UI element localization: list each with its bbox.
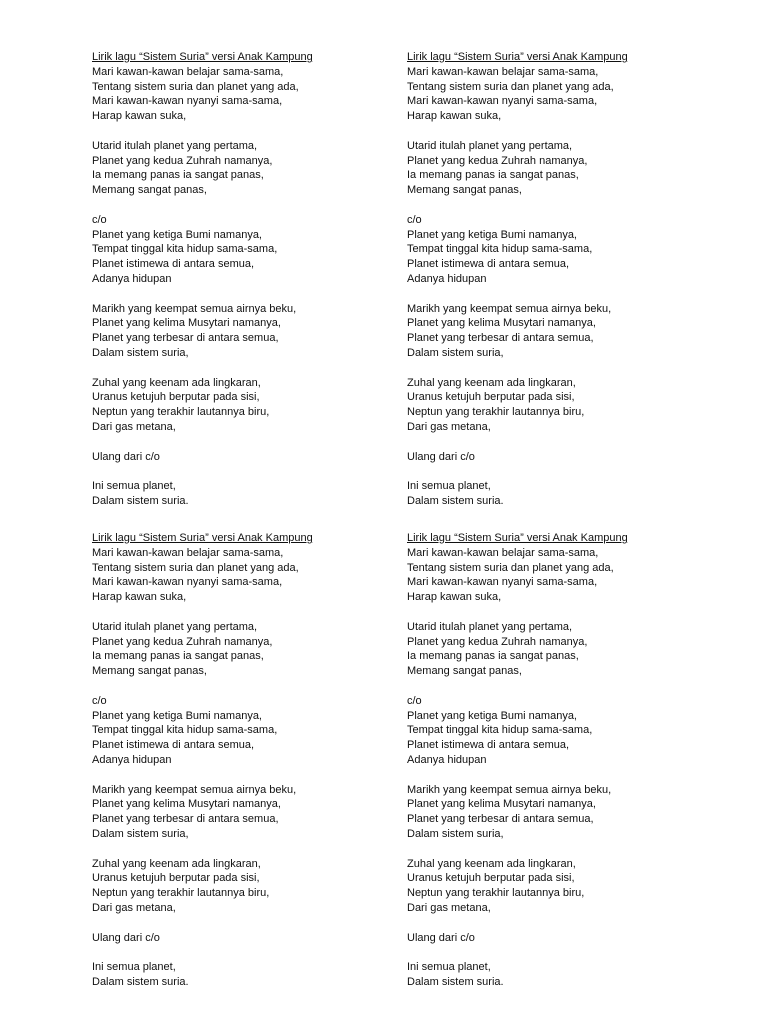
lyric-line: Memang sangat panas, — [92, 665, 207, 678]
lyric-line: Neptun yang terakhir lautannya biru, — [92, 887, 270, 900]
lyric-line: Utarid itulah planet yang pertama, — [407, 139, 573, 152]
lyric-line: Tempat tinggal kita hidup sama-sama, — [92, 243, 278, 256]
lyric-line: Tentang sistem suria dan planet yang ada, — [407, 80, 614, 93]
lyric-line: Dalam sistem suria. — [92, 975, 189, 988]
lyric-line: Planet yang ketiga Bumi namanya, — [92, 228, 262, 241]
lyrics-stanza — [92, 694, 422, 768]
lyrics-copy-bottom-left — [92, 531, 422, 990]
lyric-line: Utarid itulah planet yang pertama, — [407, 620, 573, 633]
lyric-line: Mari kawan-kawan nyanyi sama-sama, — [407, 576, 598, 589]
lyric-line: Dari gas metana, — [92, 901, 176, 914]
lyric-line: Adanya hidupan — [92, 753, 172, 766]
lyric-line: Ulang dari c/o — [92, 931, 160, 944]
lyrics-stanza — [92, 376, 422, 435]
lyrics-stanza — [92, 960, 422, 990]
lyrics-copy-top-right — [407, 50, 737, 509]
lyric-line: Dalam sistem suria. — [407, 975, 504, 988]
lyrics-stanza — [92, 302, 422, 361]
lyric-line: Mari kawan-kawan nyanyi sama-sama, — [92, 576, 283, 589]
lyric-line: Tempat tinggal kita hidup sama-sama, — [407, 724, 593, 737]
lyric-line: c/o — [92, 694, 107, 707]
lyric-line: Ini semua planet, — [92, 961, 176, 974]
lyric-line: Ia memang panas ia sangat panas, — [407, 169, 579, 182]
lyric-line: Adanya hidupan — [407, 753, 487, 766]
lyric-line: Zuhal yang keenam ada lingkaran, — [92, 857, 261, 870]
lyric-line: Mari kawan-kawan belajar sama-sama, — [407, 65, 599, 78]
lyric-line: Dalam sistem suria, — [92, 346, 189, 359]
lyrics-stanza — [407, 960, 737, 990]
lyric-line: Ia memang panas ia sangat panas, — [92, 650, 264, 663]
lyrics-stanza — [407, 857, 737, 916]
lyric-line: Mari kawan-kawan belajar sama-sama, — [407, 546, 599, 559]
lyrics-stanza — [407, 546, 737, 605]
song-title: Lirik lagu “Sistem Suria” versi Anak Kampung — [407, 532, 628, 544]
lyric-line: Planet yang ketiga Bumi namanya, — [92, 709, 262, 722]
lyric-line: Dalam sistem suria. — [407, 494, 504, 507]
lyric-line: c/o — [92, 213, 107, 226]
lyric-line: Mari kawan-kawan belajar sama-sama, — [92, 65, 284, 78]
lyric-line: Uranus ketujuh berputar pada sisi, — [407, 391, 575, 404]
lyrics-stanza — [92, 450, 422, 465]
lyric-line: Planet yang terbesar di antara semua, — [92, 813, 279, 826]
lyrics-stanza — [407, 783, 737, 842]
lyric-line: c/o — [407, 694, 422, 707]
lyric-line: Planet yang kedua Zuhrah namanya, — [407, 154, 588, 167]
lyrics-stanza — [407, 213, 737, 287]
song-title: Lirik lagu “Sistem Suria” versi Anak Kampung — [92, 51, 313, 63]
lyric-line: Neptun yang terakhir lautannya biru, — [407, 887, 585, 900]
lyrics-stanza — [92, 857, 422, 916]
lyric-line: Mari kawan-kawan nyanyi sama-sama, — [92, 95, 283, 108]
lyric-line: Harap kawan suka, — [407, 591, 502, 604]
lyric-line: Utarid itulah planet yang pertama, — [92, 139, 258, 152]
lyric-line: Planet yang kedua Zuhrah namanya, — [92, 154, 273, 167]
lyric-line: Uranus ketujuh berputar pada sisi, — [92, 391, 260, 404]
lyric-line: Planet yang terbesar di antara semua, — [92, 332, 279, 345]
lyrics-stanza — [407, 479, 737, 509]
lyric-line: Planet yang terbesar di antara semua, — [407, 813, 594, 826]
lyric-line: Zuhal yang keenam ada lingkaran, — [92, 376, 261, 389]
lyrics-stanza — [407, 620, 737, 679]
lyrics-stanza — [92, 931, 422, 946]
lyric-line: Memang sangat panas, — [92, 184, 207, 197]
lyric-line: Ini semua planet, — [407, 961, 491, 974]
lyric-line: Dalam sistem suria, — [407, 346, 504, 359]
lyric-line: Planet istimewa di antara semua, — [407, 739, 570, 752]
lyric-line: Mari kawan-kawan belajar sama-sama, — [92, 546, 284, 559]
lyric-line: Tentang sistem suria dan planet yang ada, — [92, 561, 299, 574]
lyrics-stanza — [407, 931, 737, 946]
lyric-line: Ini semua planet, — [92, 480, 176, 493]
lyric-line: Planet istimewa di antara semua, — [92, 739, 255, 752]
lyric-line: Dalam sistem suria, — [92, 827, 189, 840]
lyric-line: Memang sangat panas, — [407, 665, 522, 678]
lyric-line: Ia memang panas ia sangat panas, — [92, 169, 264, 182]
lyric-line: Dalam sistem suria. — [92, 494, 189, 507]
lyric-line: Ulang dari c/o — [92, 450, 160, 463]
lyric-line: Planet istimewa di antara semua, — [407, 258, 570, 271]
lyric-line: Neptun yang terakhir lautannya biru, — [407, 406, 585, 419]
lyrics-copy-top-left — [92, 50, 422, 509]
lyric-line: Tempat tinggal kita hidup sama-sama, — [92, 724, 278, 737]
lyric-line: Ini semua planet, — [407, 480, 491, 493]
lyric-line: Zuhal yang keenam ada lingkaran, — [407, 857, 576, 870]
lyric-line: Dalam sistem suria, — [407, 827, 504, 840]
lyric-line: Dari gas metana, — [407, 420, 491, 433]
lyric-line: c/o — [407, 213, 422, 226]
lyrics-stanza — [407, 450, 737, 465]
lyric-line: Memang sangat panas, — [407, 184, 522, 197]
lyric-line: Planet yang kedua Zuhrah namanya, — [92, 635, 273, 648]
lyric-line: Dari gas metana, — [407, 901, 491, 914]
lyric-line: Tempat tinggal kita hidup sama-sama, — [407, 243, 593, 256]
song-title: Lirik lagu “Sistem Suria” versi Anak Kampung — [92, 532, 313, 544]
lyrics-stanza — [92, 479, 422, 509]
lyrics-stanza — [92, 139, 422, 198]
lyric-line: Ulang dari c/o — [407, 450, 475, 463]
lyric-line: Marikh yang keempat semua airnya beku, — [92, 302, 297, 315]
lyric-line: Ia memang panas ia sangat panas, — [407, 650, 579, 663]
lyric-line: Ulang dari c/o — [407, 931, 475, 944]
lyrics-stanza — [407, 302, 737, 361]
lyric-line: Planet yang kelima Musytari namanya, — [407, 317, 596, 330]
lyrics-copy-bottom-right — [407, 531, 737, 990]
lyric-line: Planet yang kelima Musytari namanya, — [92, 798, 281, 811]
lyrics-stanza — [92, 783, 422, 842]
lyric-line: Uranus ketujuh berputar pada sisi, — [407, 872, 575, 885]
lyric-line: Planet yang kelima Musytari namanya, — [92, 317, 281, 330]
lyric-line: Mari kawan-kawan nyanyi sama-sama, — [407, 95, 598, 108]
lyrics-stanza — [407, 376, 737, 435]
lyrics-stanza — [407, 694, 737, 768]
lyrics-stanza — [92, 620, 422, 679]
lyric-line: Marikh yang keempat semua airnya beku, — [92, 783, 297, 796]
lyric-line: Harap kawan suka, — [407, 110, 502, 123]
lyrics-stanza — [92, 65, 422, 124]
lyric-line: Tentang sistem suria dan planet yang ada, — [407, 561, 614, 574]
lyric-line: Zuhal yang keenam ada lingkaran, — [407, 376, 576, 389]
lyrics-stanza — [407, 65, 737, 124]
lyric-line: Planet yang kelima Musytari namanya, — [407, 798, 596, 811]
lyric-line: Harap kawan suka, — [92, 591, 187, 604]
lyric-line: Harap kawan suka, — [92, 110, 187, 123]
lyric-line: Planet istimewa di antara semua, — [92, 258, 255, 271]
lyric-line: Tentang sistem suria dan planet yang ada, — [92, 80, 299, 93]
lyric-line: Dari gas metana, — [92, 420, 176, 433]
lyric-line: Marikh yang keempat semua airnya beku, — [407, 302, 612, 315]
lyrics-stanza — [407, 139, 737, 198]
lyrics-stanza — [92, 213, 422, 287]
lyric-line: Uranus ketujuh berputar pada sisi, — [92, 872, 260, 885]
lyric-line: Adanya hidupan — [407, 272, 487, 285]
lyric-line: Marikh yang keempat semua airnya beku, — [407, 783, 612, 796]
lyric-line: Neptun yang terakhir lautannya biru, — [92, 406, 270, 419]
lyric-line: Planet yang terbesar di antara semua, — [407, 332, 594, 345]
lyric-line: Utarid itulah planet yang pertama, — [92, 620, 258, 633]
lyric-line: Planet yang ketiga Bumi namanya, — [407, 228, 577, 241]
lyric-line: Adanya hidupan — [92, 272, 172, 285]
lyrics-stanza — [92, 546, 422, 605]
lyric-line: Planet yang kedua Zuhrah namanya, — [407, 635, 588, 648]
song-title: Lirik lagu “Sistem Suria” versi Anak Kampung — [407, 51, 628, 63]
lyric-line: Planet yang ketiga Bumi namanya, — [407, 709, 577, 722]
